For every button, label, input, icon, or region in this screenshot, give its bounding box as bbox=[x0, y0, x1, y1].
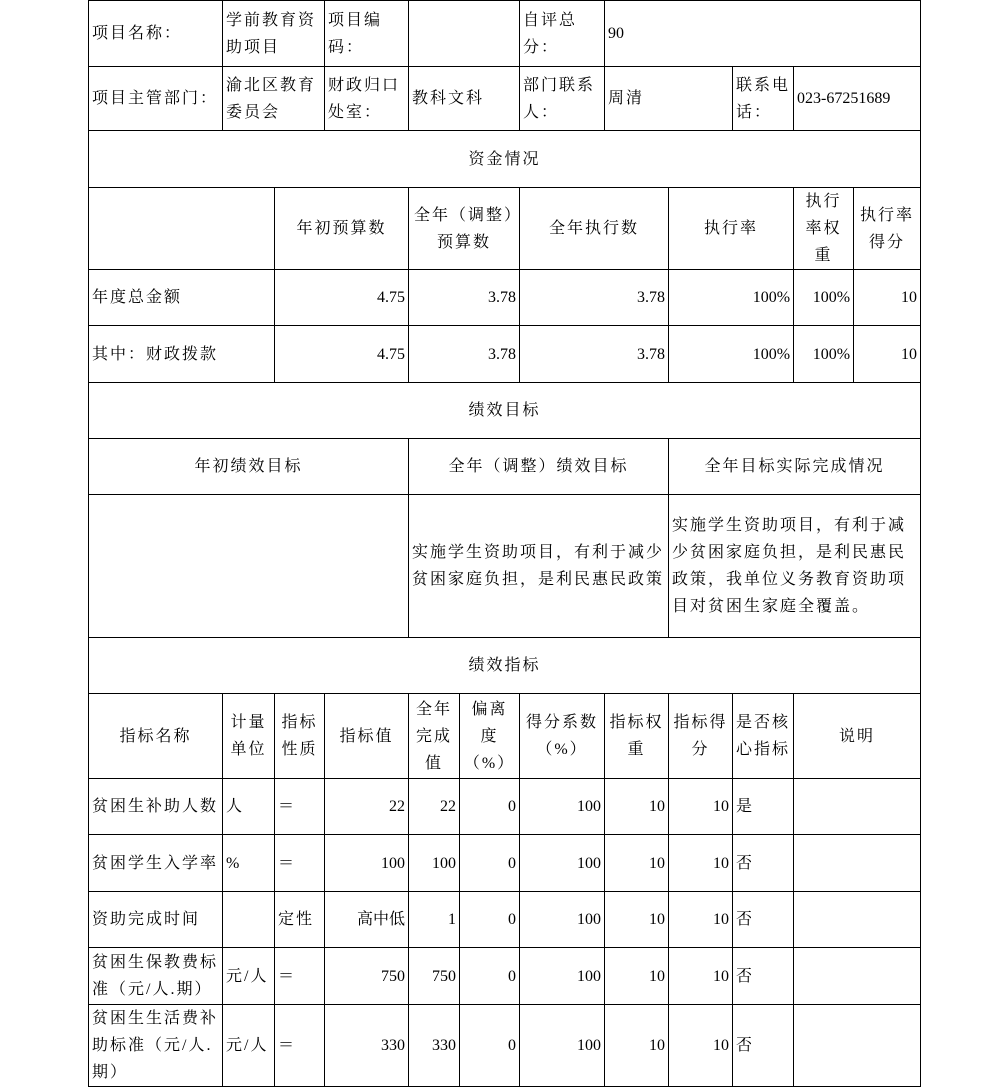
contact-value: 周清 bbox=[605, 67, 733, 131]
funds-header-blank bbox=[89, 188, 275, 270]
indicator-actual: 100 bbox=[409, 835, 460, 892]
finance-office-label: 财政归口处室： bbox=[325, 67, 409, 131]
indicator-weight: 10 bbox=[605, 1005, 669, 1087]
funds-execution-rate: 100% bbox=[669, 270, 794, 326]
indicator-weight: 10 bbox=[605, 892, 669, 948]
funds-header-row bbox=[89, 188, 921, 270]
indicator-score: 10 bbox=[669, 1005, 733, 1087]
goals-initial-text bbox=[89, 495, 409, 638]
indicator-unit: % bbox=[223, 835, 275, 892]
project-name-label: 项目名称： bbox=[89, 1, 223, 67]
funds-row bbox=[89, 270, 921, 326]
phone-value: 023-67251689 bbox=[794, 67, 921, 131]
indicator-deviation: 0 bbox=[460, 835, 520, 892]
indicator-target: 高中低 bbox=[325, 892, 409, 948]
indicator-score: 10 bbox=[669, 779, 733, 835]
funds-row-label: 年度总金额 bbox=[89, 270, 275, 326]
goals-adjusted-text: 实施学生资助项目，有利于减少贫困家庭负担，是利民惠民政策 bbox=[409, 495, 669, 638]
indicator-deviation: 0 bbox=[460, 948, 520, 1005]
finance-office-value: 教科文科 bbox=[409, 67, 520, 131]
indicator-coefficient: 100 bbox=[520, 892, 605, 948]
indicator-core: 否 bbox=[733, 835, 794, 892]
indicator-nature: 定性 bbox=[275, 892, 325, 948]
indicator-coefficient: 100 bbox=[520, 779, 605, 835]
funds-initial-budget: 4.75 bbox=[275, 326, 409, 383]
funds-rate-weight: 100% bbox=[794, 270, 854, 326]
funds-header-adjusted-budget: 全年（调整）预算数 bbox=[409, 188, 520, 270]
indicator-deviation: 0 bbox=[460, 1005, 520, 1087]
funds-execution-rate: 100% bbox=[669, 326, 794, 383]
indicator-coefficient: 100 bbox=[520, 835, 605, 892]
indicator-unit: 人 bbox=[223, 779, 275, 835]
indicator-row bbox=[89, 892, 921, 948]
indicator-name: 贫困学生入学率 bbox=[89, 835, 223, 892]
goals-header-adjusted: 全年（调整）绩效目标 bbox=[409, 439, 669, 495]
contact-label: 部门联系人： bbox=[520, 67, 605, 131]
indicator-unit bbox=[223, 892, 275, 948]
indicators-section-header bbox=[89, 638, 921, 694]
indicator-unit: 元/人 bbox=[223, 948, 275, 1005]
department-value: 渝北区教育委员会 bbox=[223, 67, 325, 131]
funds-initial-budget: 4.75 bbox=[275, 270, 409, 326]
goals-header-initial: 年初绩效目标 bbox=[89, 439, 409, 495]
indicator-coefficient: 100 bbox=[520, 948, 605, 1005]
indicator-actual: 22 bbox=[409, 779, 460, 835]
funds-rate-score: 10 bbox=[854, 270, 921, 326]
indicator-note bbox=[794, 779, 921, 835]
indicator-actual: 750 bbox=[409, 948, 460, 1005]
info-row-1 bbox=[89, 1, 921, 67]
indicator-row bbox=[89, 1005, 921, 1087]
goals-header-actual: 全年目标实际完成情况 bbox=[669, 439, 921, 495]
indicator-core: 否 bbox=[733, 948, 794, 1005]
goals-section-header bbox=[89, 383, 921, 439]
indicator-note bbox=[794, 948, 921, 1005]
funds-section-header bbox=[89, 131, 921, 188]
indicator-note bbox=[794, 1005, 921, 1087]
indicator-deviation: 0 bbox=[460, 779, 520, 835]
indicator-header-coefficient: 得分系数（%） bbox=[520, 694, 605, 779]
indicator-header-weight: 指标权重 bbox=[605, 694, 669, 779]
project-name-value: 学前教育资助项目 bbox=[223, 1, 325, 67]
indicator-header-unit: 计量单位 bbox=[223, 694, 275, 779]
indicators-header-row bbox=[89, 694, 921, 779]
indicator-header-name: 指标名称 bbox=[89, 694, 223, 779]
indicator-row bbox=[89, 835, 921, 892]
goals-header-row bbox=[89, 439, 921, 495]
indicator-name: 贫困生补助人数 bbox=[89, 779, 223, 835]
indicator-score: 10 bbox=[669, 948, 733, 1005]
goals-section-title: 绩效目标 bbox=[89, 383, 921, 439]
indicator-name: 贫困生生活费补助标准（元/人.期） bbox=[89, 1005, 223, 1087]
indicator-header-target: 指标值 bbox=[325, 694, 409, 779]
goals-actual-text: 实施学生资助项目，有利于减少贫困家庭负担，是利民惠民政策，我单位义务教育资助项目对贫困生家庭全覆盖。 bbox=[669, 495, 921, 638]
funds-header-rate-weight: 执行率权重 bbox=[794, 188, 854, 270]
funds-adjusted-budget: 3.78 bbox=[409, 326, 520, 383]
indicator-actual: 330 bbox=[409, 1005, 460, 1087]
indicators-section-title: 绩效指标 bbox=[89, 638, 921, 694]
self-score-value: 90 bbox=[605, 1, 921, 67]
indicator-header-note: 说明 bbox=[794, 694, 921, 779]
indicator-target: 750 bbox=[325, 948, 409, 1005]
indicator-core: 否 bbox=[733, 892, 794, 948]
indicator-note bbox=[794, 835, 921, 892]
indicator-unit: 元/人 bbox=[223, 1005, 275, 1087]
indicator-target: 100 bbox=[325, 835, 409, 892]
indicator-header-core: 是否核心指标 bbox=[733, 694, 794, 779]
funds-executed: 3.78 bbox=[520, 326, 669, 383]
funds-adjusted-budget: 3.78 bbox=[409, 270, 520, 326]
indicator-score: 10 bbox=[669, 892, 733, 948]
indicator-name: 资助完成时间 bbox=[89, 892, 223, 948]
department-label: 项目主管部门： bbox=[89, 67, 223, 131]
project-code-label: 项目编码： bbox=[325, 1, 409, 67]
info-row-2 bbox=[89, 67, 921, 131]
indicator-header-deviation: 偏离度（%） bbox=[460, 694, 520, 779]
indicator-header-nature: 指标性质 bbox=[275, 694, 325, 779]
funds-row bbox=[89, 326, 921, 383]
indicator-name: 贫困生保教费标准（元/人.期） bbox=[89, 948, 223, 1005]
indicator-weight: 10 bbox=[605, 779, 669, 835]
indicator-header-actual: 全年完成值 bbox=[409, 694, 460, 779]
indicator-nature: ＝ bbox=[275, 1005, 325, 1087]
performance-evaluation-table bbox=[88, 0, 921, 1087]
funds-section-title: 资金情况 bbox=[89, 131, 921, 188]
indicator-nature: ＝ bbox=[275, 835, 325, 892]
indicator-note bbox=[794, 892, 921, 948]
funds-header-execution-rate: 执行率 bbox=[669, 188, 794, 270]
phone-label: 联系电话： bbox=[733, 67, 794, 131]
funds-header-rate-score: 执行率得分 bbox=[854, 188, 921, 270]
funds-executed: 3.78 bbox=[520, 270, 669, 326]
project-code-value bbox=[409, 1, 520, 67]
indicator-core: 是 bbox=[733, 779, 794, 835]
goals-content-row bbox=[89, 495, 921, 638]
indicator-target: 330 bbox=[325, 1005, 409, 1087]
indicator-row bbox=[89, 779, 921, 835]
indicator-score: 10 bbox=[669, 835, 733, 892]
funds-rate-weight: 100% bbox=[794, 326, 854, 383]
indicator-deviation: 0 bbox=[460, 892, 520, 948]
self-score-label: 自评总分： bbox=[520, 1, 605, 67]
indicator-nature: ＝ bbox=[275, 779, 325, 835]
indicator-row bbox=[89, 948, 921, 1005]
funds-header-executed: 全年执行数 bbox=[520, 188, 669, 270]
indicator-target: 22 bbox=[325, 779, 409, 835]
indicator-weight: 10 bbox=[605, 835, 669, 892]
indicator-coefficient: 100 bbox=[520, 1005, 605, 1087]
indicator-header-score: 指标得分 bbox=[669, 694, 733, 779]
indicator-nature: ＝ bbox=[275, 948, 325, 1005]
indicator-actual: 1 bbox=[409, 892, 460, 948]
funds-header-initial-budget: 年初预算数 bbox=[275, 188, 409, 270]
funds-rate-score: 10 bbox=[854, 326, 921, 383]
indicator-core: 否 bbox=[733, 1005, 794, 1087]
indicator-weight: 10 bbox=[605, 948, 669, 1005]
funds-row-label: 其中：财政拨款 bbox=[89, 326, 275, 383]
